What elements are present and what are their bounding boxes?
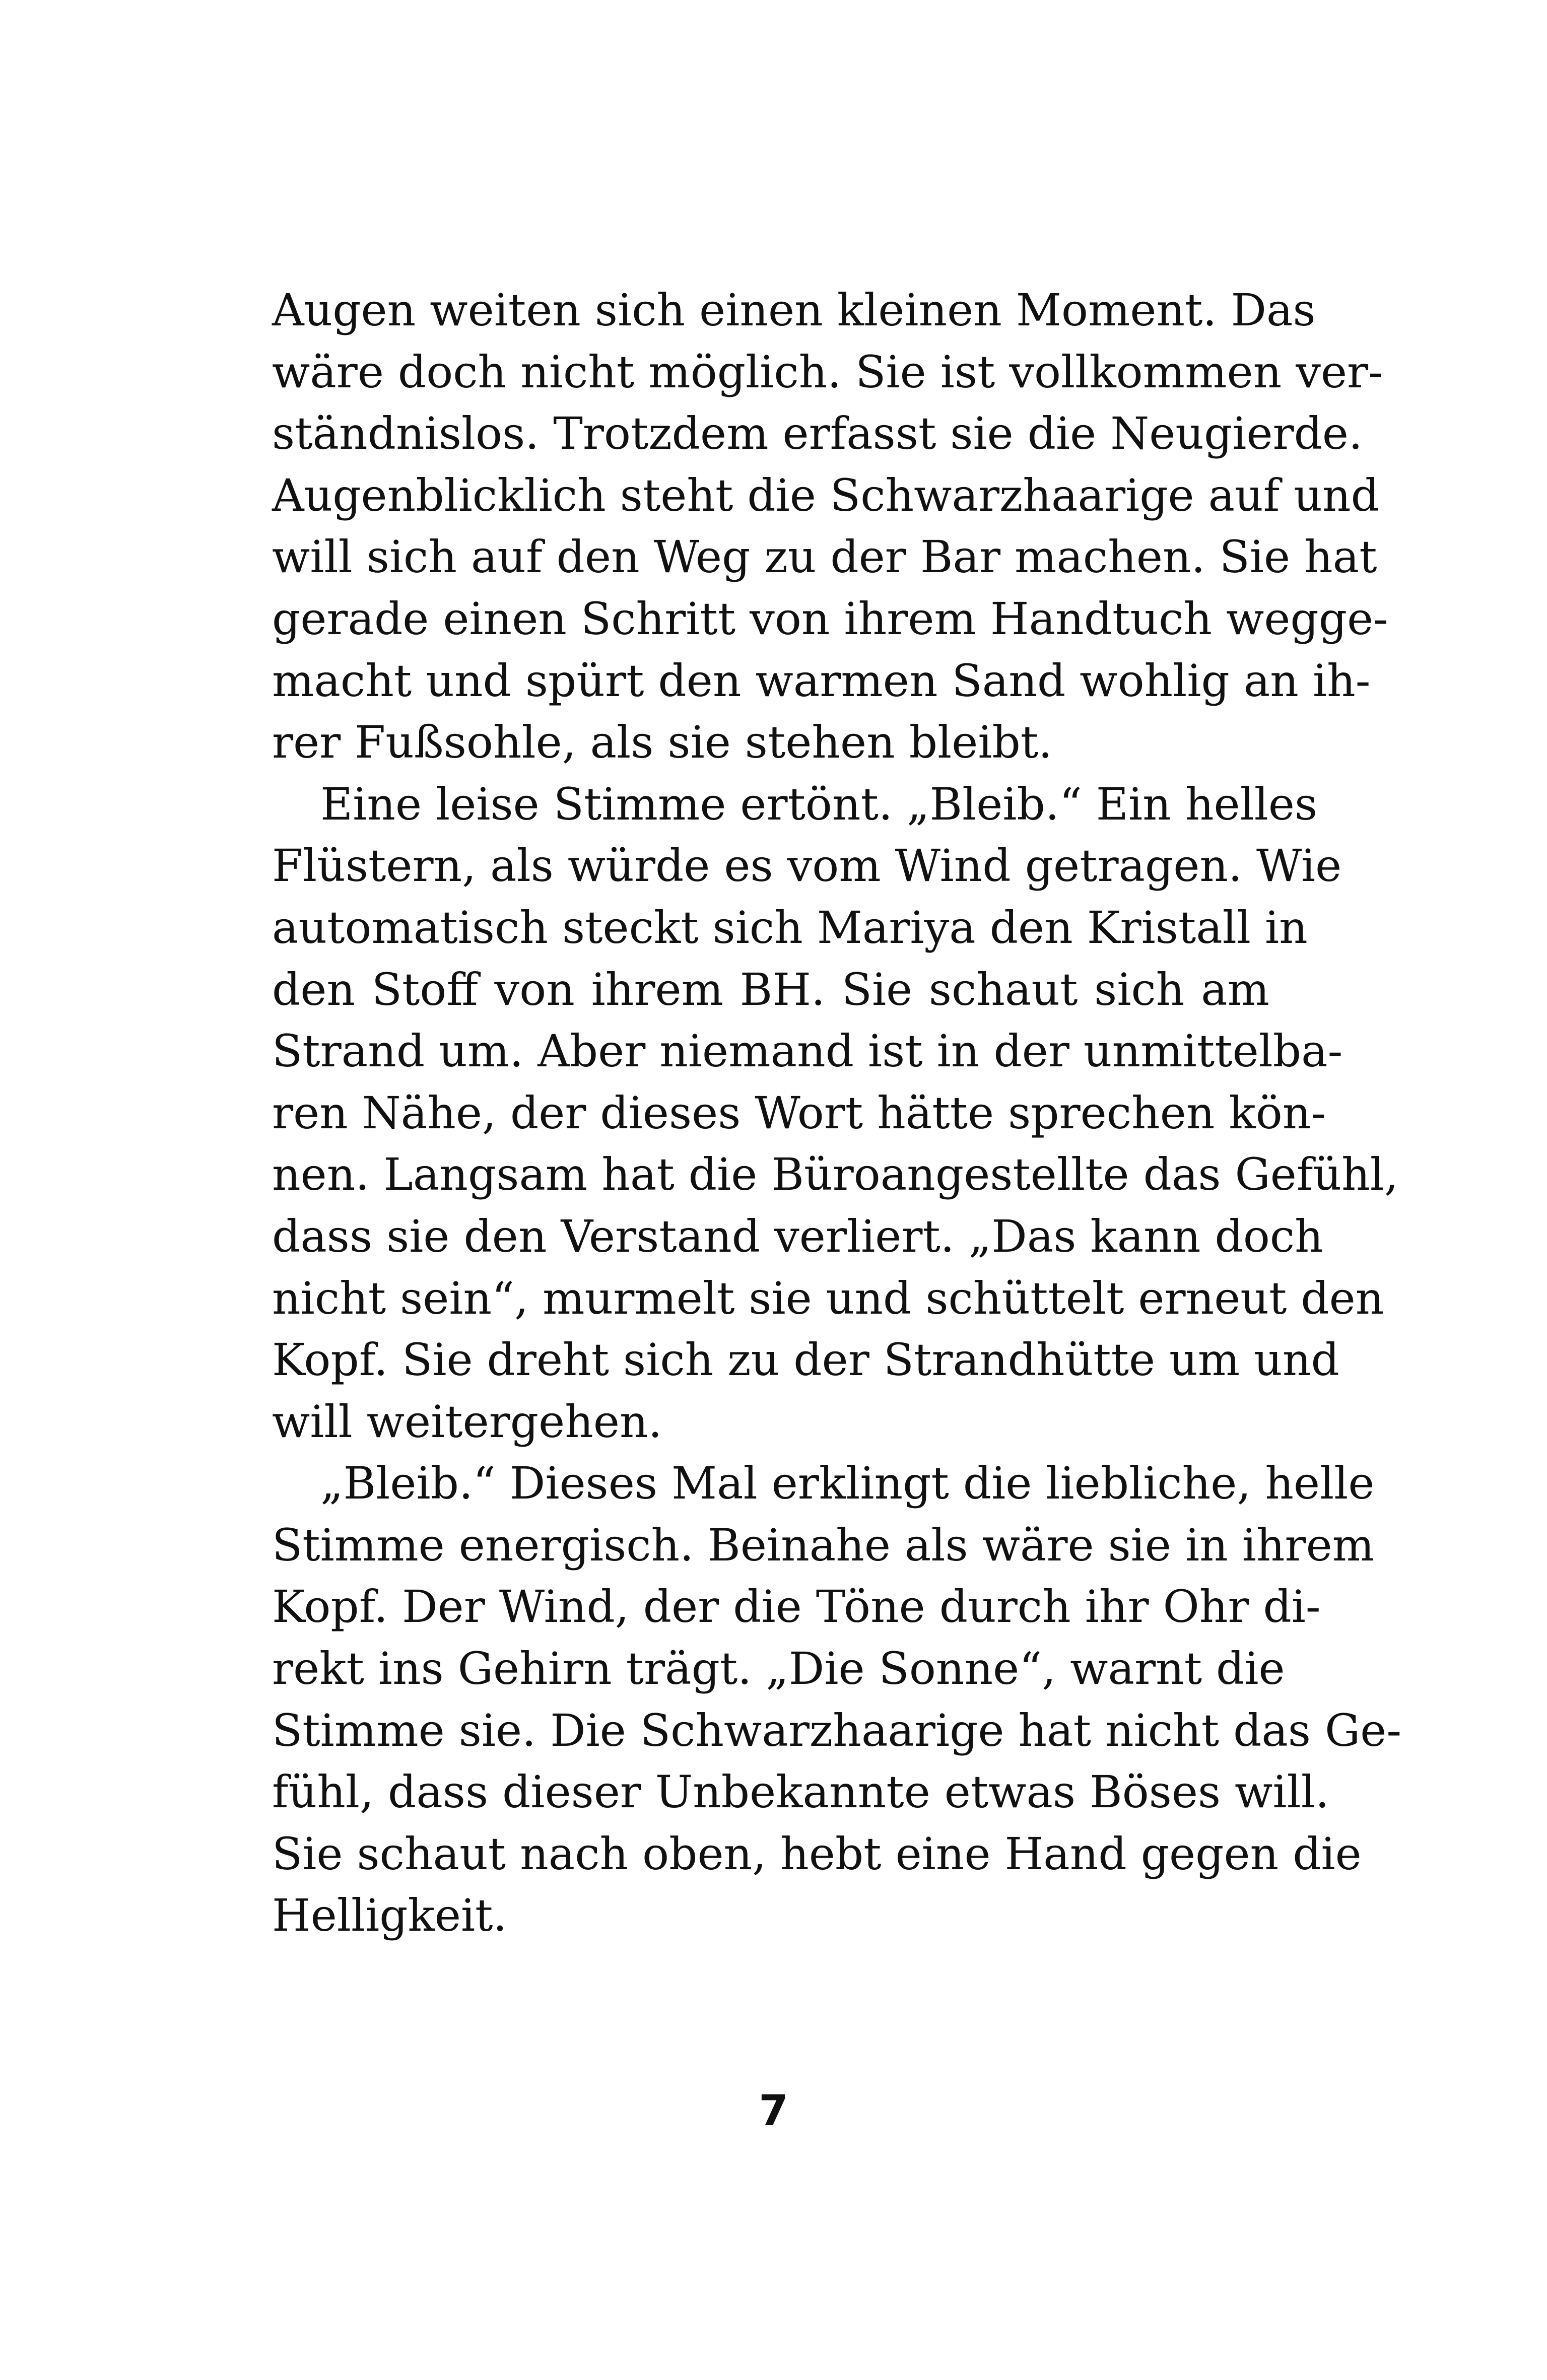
body-text [272,280,1402,1947]
text-line: macht und spürt den warmen Sand wohlig an ih- [272,654,1371,707]
text-line: „Bleib.“ Dieses Mal erklingt die liebliche, helle [320,1457,1375,1510]
text-line: rer Fußsohle, als sie stehen bleibt. [272,716,1053,769]
text-line: dass sie den Verstand verliert. „Das kann doch [272,1210,1323,1262]
text-line: nen. Langsam hat die Büroangestellte das Gefühl, [272,1148,1398,1201]
text-line: Augen weiten sich einen kleinen Moment. Das [272,284,1316,336]
text-line: Stimme sie. Die Schwarzhaarige hat nicht das Ge- [272,1704,1402,1756]
text-line: Flüstern, als würde es vom Wind getragen. Wie [272,840,1342,892]
text-line: Stimme energisch. Beinahe als wäre sie in ihrem [272,1519,1375,1571]
text-line: ständnislos. Trotzdem erfasst sie die Neugierde. [272,407,1363,460]
text-line: Eine leise Stimme ertönt. „Bleib.“ Ein helles [320,778,1318,830]
text-line: fühl, dass dieser Unbekannte etwas Böses will. [272,1766,1329,1818]
text-line: Kopf. Sie dreht sich zu der Strandhütte um und [272,1334,1339,1386]
text-line: Kopf. Der Wind, der die Töne durch ihr Ohr di- [272,1581,1321,1633]
text-line: nicht sein“, murmelt sie und schüttelt erneut den [272,1272,1384,1324]
text-line: ren Nähe, der dieses Wort hätte sprechen kön- [272,1086,1326,1139]
text-line: Sie schaut nach oben, hebt eine Hand gegen die [272,1827,1362,1880]
text-line: rekt ins Gehirn trägt. „Die Sonne“, warnt die [272,1643,1285,1695]
text-line: gerade einen Schritt von ihrem Handtuch wegge- [272,592,1388,645]
text-line: den Stoff von ihrem BH. Sie schaut sich am [272,963,1269,1015]
text-line: automatisch steckt sich Mariya den Kristall in [272,901,1308,954]
text-line: wäre doch nicht möglich. Sie ist vollkommen ver- [272,346,1383,398]
text-line: will sich auf den Weg zu der Bar machen. Sie hat [272,531,1377,583]
text-line: Strand um. Aber niemand ist in der unmittelba- [272,1025,1343,1077]
text-line: will weitergehen. [272,1395,662,1448]
text-line: Helligkeit. [272,1889,507,1942]
text-line: Augenblicklich steht die Schwarzhaarige auf und [272,469,1379,521]
page-number: 7 [759,2086,788,2135]
